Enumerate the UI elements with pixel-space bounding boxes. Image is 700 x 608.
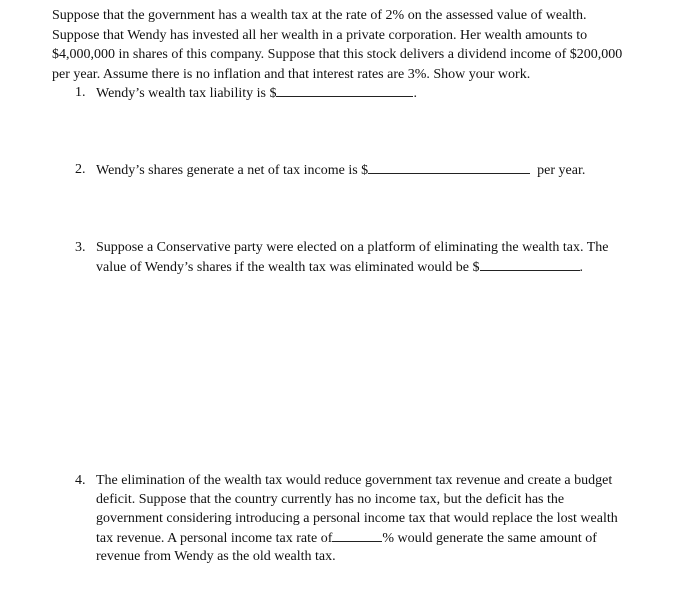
question-text: revenue from Wendy as the old wealth tax. xyxy=(96,549,336,564)
intro-line: Suppose that the government has a wealth tax at the rate of 2% on the assessed value of wealth. xyxy=(52,8,587,23)
question-suffix: per year. xyxy=(537,163,586,178)
question-punctuation: . xyxy=(413,86,417,101)
question-text: % would generate the same amount of xyxy=(382,531,597,546)
answer-blank-income-tax-rate[interactable] xyxy=(332,529,382,542)
answer-blank-wealth-tax-liability[interactable] xyxy=(276,84,413,97)
question-text: Suppose a Conservative party were elected on a platform of eliminating the wealth tax. The xyxy=(96,240,609,255)
question-text: value of Wendy’s shares if the wealth tax was eliminated would be $ xyxy=(96,260,480,275)
answer-blank-net-income[interactable] xyxy=(368,161,530,174)
question-text: government considering introducing a personal income tax that would replace the lost wealth xyxy=(96,511,618,526)
question-text: The elimination of the wealth tax would reduce government tax revenue and create a budget xyxy=(96,473,613,488)
intro-line: $4,000,000 in shares of this company. Suppose that this stock delivers a dividend income of $200,000 xyxy=(52,47,623,62)
intro-line: Suppose that Wendy has invested all her wealth in a private corporation. Her wealth amounts to xyxy=(52,28,588,43)
question-number: 1. xyxy=(75,85,86,100)
question-number: 2. xyxy=(75,162,86,177)
question-text: deficit. Suppose that the country currently has no income tax, but the deficit has the xyxy=(96,492,565,507)
question-punctuation: . xyxy=(579,260,584,275)
question-text: Wendy’s shares generate a net of tax income is $ xyxy=(96,163,369,178)
question-text: tax revenue. A personal income tax rate of xyxy=(96,531,333,546)
answer-blank-share-value[interactable] xyxy=(480,258,580,271)
question-text: Wendy’s wealth tax liability is $ xyxy=(96,86,277,101)
question-number: 3. xyxy=(75,240,86,255)
intro-line: per year. Assume there is no inflation and that interest rates are 3%. Show your work. xyxy=(52,67,531,82)
question-number: 4. xyxy=(75,473,86,488)
